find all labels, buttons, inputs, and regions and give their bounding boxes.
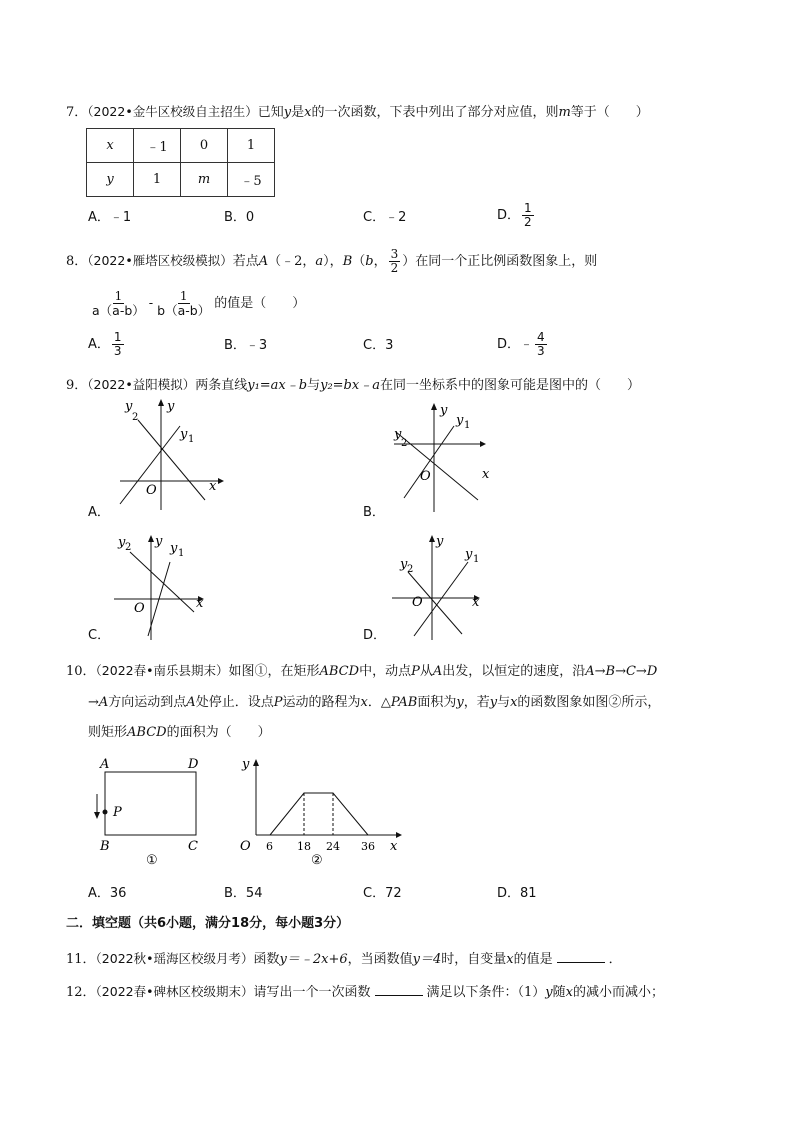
fraction-denominator: 2 [524,215,532,229]
q10-path: A→B→C→D [585,664,658,679]
label-x: x [472,595,480,610]
q7-number: 7． [66,105,88,120]
fraction-numerator: 3 [390,247,399,261]
q9-graph-b [388,402,508,522]
q8-option-a[interactable] [88,331,126,358]
q11-text: 时，自变量 [441,952,507,967]
q10-source: （2022春•南乐县期末） [95,663,229,678]
q12-x: x [565,985,573,1000]
q10-point-a: A [186,695,196,710]
q8-text-b: 在同一个正比例函数图象上，则 [415,254,598,269]
q7-text-c: 的一次函数，下表中列出了部分对应值，则 [311,105,559,120]
q12-answer-blank[interactable] [375,981,423,996]
y-arrow [148,535,154,542]
table-cell: ﹣1 [134,129,181,163]
q8-minus: - [148,296,154,311]
q7-y: y [283,105,292,120]
tick-6: 6 [266,840,273,853]
label-y1: y [465,547,473,562]
q11-stem [66,948,622,969]
caption-1: ① [146,853,158,868]
table-cell: y [87,163,134,197]
label-y2: y [394,427,402,442]
q8-coord-b-end: ） [402,254,416,269]
q10-text: 如图①，在矩形 [228,664,320,679]
q11-source: （2022秋•瑶海区校级月考） [95,951,254,966]
q8-comma: ， [373,254,387,269]
q7-option-c[interactable]: C．﹣2 [363,210,407,225]
label-x: x [482,467,490,482]
caption-2: ② [311,853,323,868]
label-origin: O [420,469,431,484]
fraction-numerator: 1 [114,289,123,303]
q7-text-d: 等于（ ） [570,105,649,120]
label-y2: y [118,535,126,550]
q10-text: ，若 [463,695,490,710]
q8-a: a [315,254,324,269]
q7-source: （2022•金牛区校级自主招生） [87,104,258,119]
q11-equation: y＝﹣2x+6 [279,952,348,967]
q8-expr2 [155,290,212,317]
q11-text: ，当函数值 [347,952,413,967]
q10-text: 处停止．设点 [195,695,274,710]
q8-option-b[interactable]: B．﹣3 [224,338,268,353]
q9-option-a[interactable]: A． [88,505,110,520]
q8-text-c: 的值是（ ） [214,296,306,311]
q7-option-d-fraction [522,202,534,229]
x-arrow [218,478,224,484]
fraction-numerator: 1 [524,201,532,215]
label-y1-sub: 1 [178,548,185,559]
table-row [87,129,275,163]
q8-option-a-fraction [112,331,124,358]
tick-36: 36 [361,840,375,853]
label-x: x [390,839,398,854]
x-arrow [396,832,402,838]
q10-text: 则矩形 [88,725,128,740]
y-arrow [253,759,259,766]
q7-option-d[interactable] [497,202,536,229]
q9-text-a: 两条直线 [195,378,248,393]
q10-line-2 [88,694,660,712]
q12-y: y [545,985,553,1000]
q8-coord-a-end: ）， [323,254,343,269]
q7-stem [66,103,649,122]
q9-text-b: 与 [307,378,321,393]
table-cell: m [181,163,228,197]
q8-expr1 [90,290,147,317]
q9-option-d[interactable]: D． [363,628,387,643]
q11-equation-value: y＝4 [412,952,442,967]
q9-graph-d [388,532,508,644]
q10-point-a: A [432,664,443,679]
q10-text: 的面积为（ ） [166,725,271,740]
fraction-denominator: 2 [390,261,399,275]
q11-text: 的值是 [513,952,553,967]
q11-x: x [506,952,514,967]
q10-option-a[interactable]: A．36 [88,886,127,901]
line-y2 [396,432,478,500]
table-cell: 1 [228,129,275,163]
q8-text-a: 若点 [232,254,259,269]
q8-option-d-fraction [535,331,547,358]
label-y1: y [170,541,178,556]
q10-text: 中，动点 [359,664,412,679]
label-d: D [188,757,199,772]
q9-number: 9． [66,378,88,393]
table-cell: 1 [134,163,181,197]
q10-point-p: P [273,695,283,710]
q10-option-c[interactable]: C．72 [363,886,402,901]
q12-text: 的减小而减小； [573,985,665,1000]
label-y1-sub: 1 [188,434,195,445]
q8-point-b: B [342,254,353,269]
label-y1-sub: 1 [473,554,480,565]
q10-text: 的函数图象如图②所示， [517,695,661,710]
q12-number: 12． [66,985,96,1000]
label-origin: O [146,483,157,498]
label-y: y [242,757,250,772]
x-arrow [480,441,486,447]
q7-value-table [86,128,275,197]
y-arrow [431,403,437,410]
q11-answer-blank[interactable] [557,948,605,963]
graph-curve [270,793,368,835]
table-row [87,163,275,197]
q7-m: m [558,105,571,120]
q9-stem [66,376,640,395]
rectangle-abcd [105,772,196,835]
label-c: C [188,839,198,854]
label-x: x [209,479,217,494]
label-origin: O [240,839,251,854]
q8-option-d-prefix: D．﹣ [497,337,534,352]
point-p-dot [103,810,108,815]
label-origin: O [134,601,145,616]
label-a: A [100,757,110,772]
q10-rect-name: ABCD [319,664,360,679]
q12-text: 随 [552,985,566,1000]
q11-text: 函数 [253,952,280,967]
tick-24: 24 [326,840,340,853]
tick-18: 18 [297,840,311,853]
table-cell: x [87,129,134,163]
q12-source: （2022春•碑林区校级期末） [95,984,254,999]
q10-figure-1-rectangle [86,752,216,874]
fraction-numerator: 1 [179,289,188,303]
q10-text: 面积为 [417,695,457,710]
label-p: P [113,805,122,820]
q9-graph-a [110,398,230,518]
q10-text: 出发，以恒定的速度，沿 [442,664,586,679]
y-arrow [429,535,435,542]
q7-x: x [304,105,312,120]
line-y1 [404,426,454,498]
q11-text: ． [608,952,622,967]
q7-option-d-prefix: D． [497,208,521,223]
fraction-numerator: 1 [113,330,122,344]
q10-option-b[interactable]: B．54 [224,886,263,901]
table-cell: 0 [181,129,228,163]
q9-graph-c [110,532,230,644]
q9-option-c[interactable]: C． [88,628,111,643]
y-arrow [158,399,164,406]
q10-number: 10． [66,664,96,679]
q12-text: 满足以下条件：（1） [426,985,546,1000]
direction-arrow-head [94,812,100,819]
q10-text: ．△ [367,695,391,710]
q10-y: y [456,695,464,710]
q8-point-a: A [258,254,269,269]
q8-coord-b: （ [352,254,366,269]
label-b: B [100,839,110,854]
q8-option-d[interactable] [497,331,549,358]
q8-option-a-prefix: A． [88,337,110,352]
fraction-denominator: 3 [537,344,545,358]
q10-rect-name: ABCD [127,725,167,740]
q8-expression [88,287,305,321]
q8-source: （2022•雁塔区校级模拟） [87,253,233,268]
q10-y: y [489,695,498,710]
label-y1: y [180,427,188,442]
q9-option-b[interactable]: B． [363,505,385,520]
label-y1-sub: 1 [464,420,471,431]
q10-text: 方向运动到点 [108,695,187,710]
q9-eq1: y₁=ax﹣b [247,378,308,393]
label-y1: y [456,413,464,428]
q10-triangle: PAB [390,695,418,710]
q9-eq2: y₂=bx﹣a [320,378,380,393]
label-origin: O [412,595,423,610]
label-y2-sub: 2 [407,564,414,575]
q8-coord-a: （﹣2， [268,254,316,269]
q12-stem [66,981,664,1002]
section-2-title: 二．填空题（共6小题，满分18分，每小题3分） [66,916,350,931]
fraction-denominator: a（a-b） [92,303,145,318]
fraction-numerator: 4 [537,330,545,344]
q10-path-end: →A [88,695,109,710]
q10-x: x [360,695,368,710]
q8-fraction [389,248,401,275]
label-y: y [436,534,444,549]
q7-option-b[interactable]: B．0 [224,210,255,225]
label-y: y [167,399,175,414]
q9-text-c: 在同一坐标系中的图象可能是图中的（ ） [379,378,640,393]
label-y2-sub: 2 [132,412,139,423]
q10-text: 从 [419,664,433,679]
label-x: x [196,596,204,611]
label-y2: y [125,399,133,414]
q8-stem [66,246,597,277]
q10-line-3 [88,724,271,742]
fraction-denominator: 3 [113,344,122,358]
q10-line-1 [66,662,657,681]
q8-option-c[interactable]: C．3 [363,338,394,353]
label-y: y [155,534,163,549]
q9-source: （2022•益阳模拟） [87,377,196,392]
q12-text: 请写出一个一次函数 [253,985,371,1000]
q10-text: 运动的路程为 [282,695,361,710]
q7-text-a: 已知 [257,105,284,120]
q10-x: x [510,695,518,710]
q7-option-a[interactable]: A．﹣1 [88,210,132,225]
label-y: y [440,403,448,418]
q10-option-d[interactable]: D．81 [497,886,537,901]
q10-point-p: P [411,664,420,679]
q10-text: 与 [497,695,511,710]
label-y2-sub: 2 [125,542,132,553]
fraction-denominator: b（a-b） [157,303,211,318]
label-y2-sub: 2 [401,438,408,449]
q8-b: b [365,254,374,269]
q11-number: 11． [66,952,96,967]
table-cell: ﹣5 [228,163,275,197]
q8-number: 8． [66,254,88,269]
label-y2: y [400,557,408,572]
q7-text-b: 是 [291,105,305,120]
q10-figure-2-graph [230,752,410,874]
